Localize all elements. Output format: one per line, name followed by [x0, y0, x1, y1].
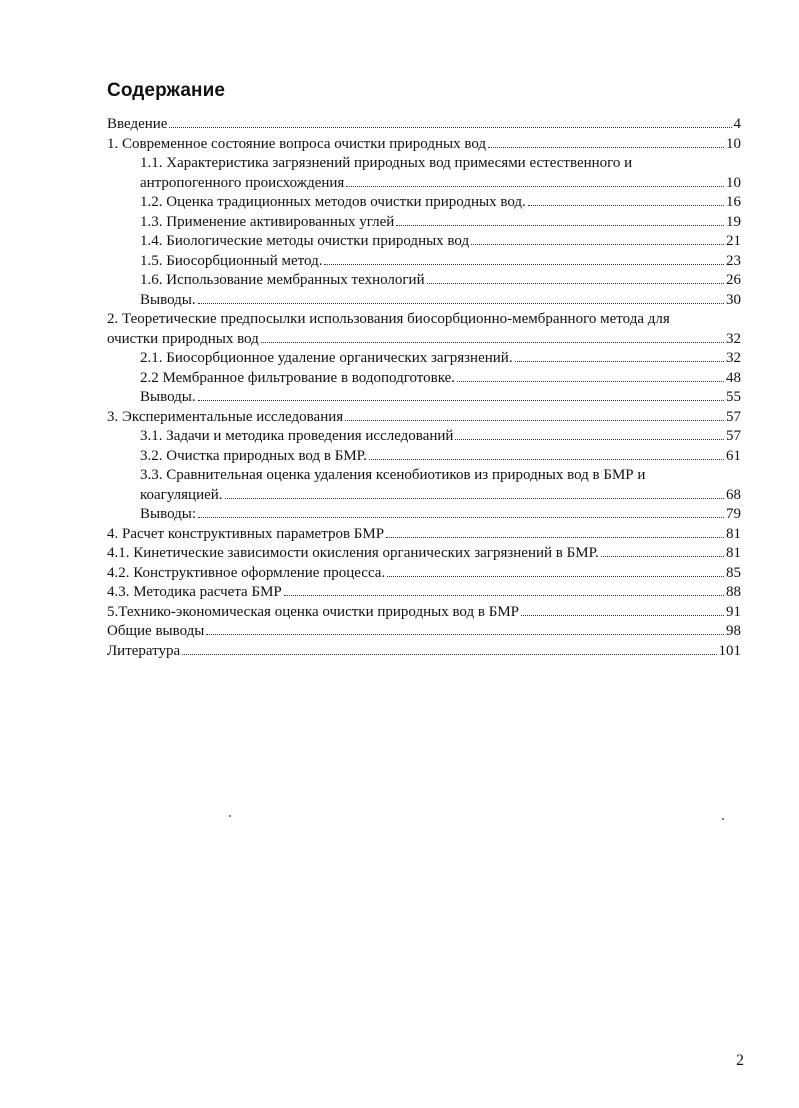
toc-entry-title-line: 2. Теоретические предпосылки использования биосорбционно-мембранного метода для: [107, 311, 670, 327]
toc-entry-label: Выводы.: [140, 291, 196, 308]
toc-entry-label: 2.2 Мембранное фильтрование в водоподготовке.: [140, 369, 456, 386]
toc-entry: [107, 525, 741, 545]
toc-entry: [107, 564, 741, 584]
toc-entry-line: [140, 369, 741, 389]
toc-entry-label: Выводы.: [140, 389, 196, 405]
toc-entry: [107, 115, 741, 135]
toc-entry: [107, 466, 741, 505]
toc-entry-page: 57: [726, 428, 741, 444]
toc-entry-line: [107, 544, 741, 564]
toc-entry-page: 26: [726, 272, 741, 288]
toc-entry-title-line: 1.1. Характеристика загрязнений природных вод примесями естественного и: [140, 155, 633, 171]
toc-entry-line: [107, 603, 741, 623]
dot-leader: [182, 654, 716, 655]
dot-leader: [528, 205, 724, 206]
table-of-contents: [107, 115, 741, 661]
toc-entry-label: 5.Технико-экономическая оценка очистки природных вод в БМР: [107, 603, 520, 620]
toc-entry: [107, 622, 741, 642]
toc-entry: [107, 427, 741, 447]
toc-entry-label: 1. Современное состояние вопроса очистки природных вод: [107, 135, 487, 152]
toc-entry-page: 16: [726, 194, 741, 210]
toc-entry-page: 88: [726, 584, 741, 600]
toc-entry-line: [107, 583, 741, 603]
toc-entry-page: 32: [726, 330, 741, 347]
toc-entry-label: 1.2. Оценка традиционных методов очистки природных вод.: [140, 194, 526, 210]
toc-entry: [107, 408, 741, 428]
toc-entry-line: [140, 427, 741, 447]
toc-entry-label: Выводы:: [140, 506, 197, 522]
toc-entry-label: 4.2. Конструктивное оформление процесса.: [107, 564, 386, 581]
toc-entry-page: 10: [726, 135, 741, 152]
dot-leader: [488, 147, 724, 148]
toc-entry-line: [140, 388, 741, 408]
dot-leader: [369, 459, 724, 460]
toc-entry-line: [140, 252, 741, 272]
dot-leader: [346, 186, 724, 187]
dot-leader: [225, 498, 724, 499]
toc-entry-line: [107, 330, 741, 350]
dot-leader: [521, 615, 724, 616]
toc-entry-label: 4.3. Методика расчета БМР: [107, 584, 282, 600]
toc-entry-line: [140, 447, 741, 467]
dot-leader: [387, 576, 724, 577]
toc-entry-page: 55: [726, 389, 741, 405]
page-title: Содержание: [107, 80, 226, 101]
toc-entry-label: 2.1. Биосорбционное удаление органических загрязнений.: [140, 350, 513, 366]
toc-entry-line: [107, 642, 741, 662]
toc-entry: [107, 310, 741, 349]
toc-entry: [107, 193, 741, 213]
toc-entry-line: [107, 525, 741, 545]
toc-entry-line: [140, 193, 741, 213]
dot-leader: [471, 244, 724, 245]
toc-entry-label: 1.4. Биологические методы очистки природных вод: [140, 233, 470, 249]
toc-entry-page: 81: [726, 545, 741, 561]
toc-entry-line: [140, 486, 741, 506]
toc-entry-page: 30: [726, 291, 741, 308]
toc-entry: [107, 154, 741, 193]
toc-entry-line: [107, 135, 741, 155]
dot-leader: [198, 400, 724, 401]
toc-entry-label: 3.1. Задачи и методика проведения исследований: [140, 428, 454, 444]
toc-entry: [107, 252, 741, 272]
toc-entry-page: 57: [726, 408, 741, 425]
toc-entry-line: [107, 622, 741, 642]
dot-leader: [455, 439, 724, 440]
dot-leader: [324, 264, 724, 265]
dot-leader: [427, 283, 724, 284]
dot-leader: [198, 303, 724, 304]
toc-entry-label: 1.6. Использование мембранных технологий: [140, 272, 425, 288]
toc-entry-page: 32: [726, 350, 741, 366]
toc-entry-label: Введение: [107, 116, 168, 132]
toc-entry-page: 10: [726, 174, 741, 191]
toc-entry-line: [107, 408, 741, 428]
toc-entry-line: [140, 505, 741, 525]
toc-entry-page: 81: [726, 525, 741, 542]
toc-entry: [107, 505, 741, 525]
toc-entry-page: 19: [726, 213, 741, 230]
toc-entry-label: 3. Экспериментальные исследования: [107, 408, 344, 425]
toc-entry-label: очистки природных вод: [107, 330, 259, 347]
toc-entry: [107, 388, 741, 408]
toc-entry: [107, 447, 741, 467]
toc-entry-page: 23: [726, 252, 741, 269]
toc-entry-label: Общие выводы: [107, 623, 205, 639]
toc-entry-label: 4. Расчет конструктивных параметров БМР: [107, 525, 385, 542]
dot-leader: [169, 127, 731, 128]
toc-entry: [107, 349, 741, 369]
toc-entry: [107, 369, 741, 389]
toc-entry-line: [140, 213, 741, 233]
toc-entry: [107, 603, 741, 623]
scan-speck: [229, 815, 231, 817]
toc-entry-page: 79: [726, 506, 741, 522]
dot-leader: [457, 381, 724, 382]
dot-leader: [386, 537, 724, 538]
toc-entry-page: 68: [726, 486, 741, 503]
dot-leader: [396, 225, 724, 226]
toc-entry: [107, 213, 741, 233]
dot-leader: [198, 517, 724, 518]
toc-entry-page: 91: [726, 603, 741, 620]
toc-entry-label: коагуляцией.: [140, 486, 223, 503]
dot-leader: [601, 556, 724, 557]
toc-entry-page: 101: [718, 642, 741, 659]
toc-entry-page: 48: [726, 369, 741, 386]
toc-entry-page: 61: [726, 447, 741, 464]
dot-leader: [284, 595, 724, 596]
toc-entry-label: 1.3. Применение активированных углей: [140, 213, 395, 230]
toc-entry-line: [140, 291, 741, 311]
dot-leader: [206, 634, 724, 635]
toc-entry-page: 4: [733, 116, 741, 132]
toc-entry: [107, 291, 741, 311]
toc-entry-label: 4.1. Кинетические зависимости окисления органических загрязнений в БМР.: [107, 545, 599, 561]
toc-entry-line: [107, 564, 741, 584]
toc-entry: [107, 271, 741, 291]
toc-entry: [107, 583, 741, 603]
toc-entry-label: 1.5. Биосорбционный метод.: [140, 252, 323, 269]
page-number: 2: [736, 1052, 744, 1069]
dot-leader: [261, 342, 724, 343]
toc-entry-label: антропогенного происхождения: [140, 174, 345, 191]
toc-entry-label: Литература: [107, 642, 181, 659]
toc-entry-line: [140, 271, 741, 291]
toc-entry-page: 21: [726, 233, 741, 249]
toc-entry-page: 85: [726, 564, 741, 581]
toc-entry-line: [140, 232, 741, 252]
toc-entry-line: [140, 349, 741, 369]
toc-entry: [107, 642, 741, 662]
scan-speck: [722, 818, 724, 820]
toc-entry-title-line: 3.3. Сравнительная оценка удаления ксенобиотиков из природных вод в БМР и: [140, 467, 646, 483]
toc-entry: [107, 544, 741, 564]
dot-leader: [515, 361, 724, 362]
toc-entry: [107, 135, 741, 155]
dot-leader: [345, 420, 724, 421]
toc-entry: [107, 232, 741, 252]
toc-entry-line: [107, 115, 741, 135]
toc-entry-line: [140, 174, 741, 194]
toc-entry-page: 98: [726, 623, 741, 639]
toc-entry-label: 3.2. Очистка природных вод в БМР.: [140, 447, 367, 464]
